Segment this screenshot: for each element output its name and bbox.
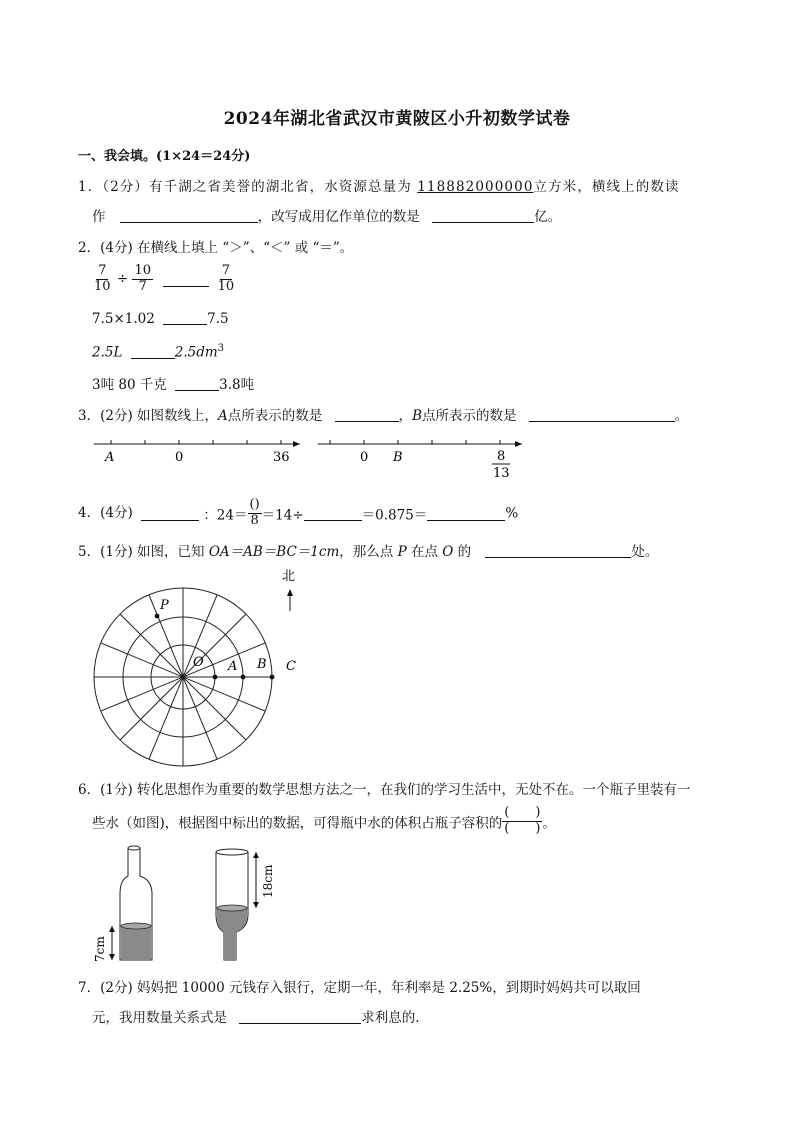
question-2-row-1: $\frac{7}{10}$ ÷ $\frac{10}{7}$ $\frac{7}{10}$ <box>94 263 235 294</box>
question-7-line-1: 7．(2分) 妈妈把 10000 元钱存入银行，定期一年，年利率是 2.25%，到期时妈妈共可以取回 <box>78 980 641 996</box>
line-2-label-zero: 0 <box>360 450 369 465</box>
point-p <box>155 614 160 619</box>
question-6-line-1: 6．(1分) 转化思想作为重要的数学思想方法之一，在我们的学习生活中，无处不在。一个瓶子里装有一 <box>78 782 691 798</box>
question-2-row-2: 7.5×1.02 7.5 <box>92 311 229 327</box>
line-1-label-zero: 0 <box>175 450 184 465</box>
point-b <box>241 675 246 680</box>
answer-blank[interactable] <box>304 506 362 521</box>
question-7-line-2: 元，我用数量关系式是 求利息的. <box>92 1010 420 1026</box>
answer-blank[interactable] <box>141 506 199 521</box>
line-2-fraction-denominator: 13 <box>493 466 510 481</box>
point-c <box>270 675 275 680</box>
question-5: 5．(1分) 如图，已知 OA＝AB＝BC＝1cm，那么点 P 在点 O 的 处。 <box>78 544 659 560</box>
label-p: P <box>160 598 169 613</box>
section-heading: 一、我会填。(1×24＝24分) <box>78 149 251 164</box>
answer-blank[interactable] <box>432 208 534 223</box>
question-2-row-3: 2.5L $2.5dm^3$ <box>92 343 225 361</box>
question-2-row-4: 3吨 80 千克 3.8吨 <box>92 377 255 393</box>
label-o: O <box>193 655 204 670</box>
answer-blank[interactable] <box>485 543 631 558</box>
answer-blank[interactable] <box>175 376 219 391</box>
fraction: $\frac{7}{10}$ <box>94 263 111 294</box>
fraction: $\frac{()}{8}$ <box>249 497 260 528</box>
number-line-figure <box>90 432 530 482</box>
answer-blank[interactable] <box>427 506 505 521</box>
answer-blank[interactable] <box>335 407 399 422</box>
label-b: B <box>257 657 267 672</box>
answer-blank[interactable] <box>529 407 675 422</box>
fraction: $\frac{7}{10}$ <box>217 263 235 294</box>
label-a: A <box>228 659 238 674</box>
line-1-label-36: 36 <box>273 450 290 465</box>
question-4: 4．(4分) ：24＝ $\frac{()}{8}$ ＝14÷ ＝0.875＝ % <box>78 497 519 528</box>
north-label: 北 <box>282 569 296 584</box>
answer-blank[interactable] <box>120 208 258 223</box>
answer-blank[interactable] <box>239 1009 361 1024</box>
question-2-stem: 2．(4分) 在横线上填上 “＞”、“＜” 或 “＝”。 <box>78 240 354 256</box>
answer-blank[interactable] <box>131 344 175 359</box>
fraction-blank[interactable]: $\frac{( )}{( )}$ <box>504 805 541 836</box>
right-height-label: 18cm <box>261 864 275 898</box>
label-c: C <box>286 659 296 674</box>
question-3: 3．(2分) 如图数线上，A点所表示的数是 ，B点所表示的数是 。 <box>78 408 689 424</box>
question-1-line-2: 作 ，改写成用亿作单位的数是 亿。 <box>92 209 562 225</box>
question-1-line-1: 1．（2分）有千湖之省美誉的湖北省，水资源总量为 118882000000立方米，横线上的数读 <box>78 179 680 195</box>
line-1-label-a: A <box>105 450 115 465</box>
bottle-figure <box>90 842 280 967</box>
polar-position-diagram <box>90 562 310 777</box>
answer-blank[interactable] <box>163 310 207 325</box>
line-2-fraction-numerator: 8 <box>497 449 506 464</box>
water-total-number: 118882000000 <box>417 179 534 195</box>
answer-blank[interactable] <box>163 272 209 287</box>
page-title: 2024年湖北省武汉市黄陂区小升初数学试卷 <box>223 109 571 129</box>
left-height-label: 7cm <box>93 936 107 962</box>
question-6-line-2: 些水（如图)，根据图中标出的数据，可得瓶中水的体积占瓶子容积的 $\frac{( )}{( )}$ 。 <box>92 805 556 836</box>
point-a <box>213 675 218 680</box>
line-2-label-b: B <box>393 450 403 465</box>
fraction: $\frac{10}{7}$ <box>134 263 151 294</box>
